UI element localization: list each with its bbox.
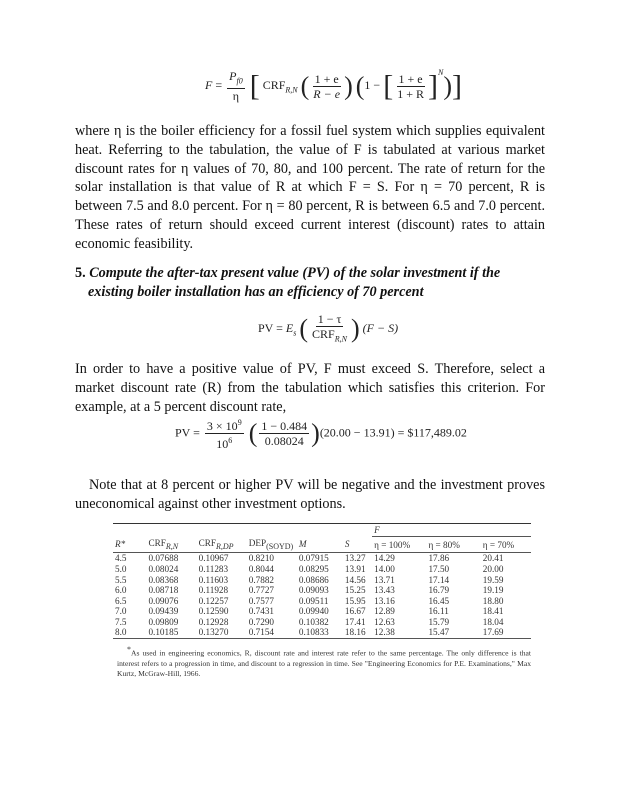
section-heading-5	[75, 264, 555, 302]
eq1-close-paren-2: )	[443, 71, 452, 101]
eq1-p: P	[229, 69, 237, 84]
eq1-close-bracket-2: ]	[427, 69, 438, 103]
table-group-header-f: F	[372, 524, 531, 537]
col-header-eta-100: η = 100%	[372, 537, 426, 553]
table-row: 6.0 0.08718 0.11928 0.7727 0.09093 15.25 13.43 16.79 19.19	[115, 585, 504, 596]
eq1-frac-r-num: 1 + e	[398, 71, 423, 86]
eq3-lhs: PV	[175, 425, 191, 440]
eq1-crf-sub: R,N	[285, 85, 298, 95]
eq1-frac-e	[311, 72, 342, 101]
eq1-open-bracket-2: [	[383, 69, 394, 103]
eq1-frac-r	[395, 72, 426, 101]
col-header-r: R*	[113, 537, 146, 553]
table-header-row	[113, 537, 531, 553]
eq3-open-paren: (	[248, 418, 258, 448]
eq3-frac-tax	[259, 419, 309, 448]
table-row: 5.0 0.08024 0.11283 0.8044 0.08295 13.91 14.00 17.50 20.00	[115, 563, 504, 574]
eq1-equals: =	[215, 78, 223, 92]
table-row: 8.0 0.10185 0.13270 0.7154 0.10833 18.16 12.38 15.47 17.69	[113, 627, 531, 638]
eq3-num-exp: 9	[237, 418, 242, 427]
eq2-frac-num: 1 − τ	[317, 312, 342, 326]
eq1-frac-e-num: 1 + e	[314, 71, 339, 86]
eq1-close-bracket: ]	[451, 69, 462, 103]
equation-pv	[258, 312, 398, 346]
eq2-close-paren: )	[350, 314, 360, 344]
eq3-num: 3 × 10	[206, 419, 238, 433]
eq1-open-bracket: [	[249, 69, 260, 103]
eq1-open-paren-2: (	[355, 71, 365, 101]
eq1-crf: CRF	[262, 78, 286, 92]
table-row: 5.5 0.08368 0.11603 0.7882 0.08686 14.56 13.71 17.14 19.59	[115, 574, 504, 585]
eq1-one-minus: 1 −	[364, 78, 381, 92]
table-row: 4.5 0.07688 0.10967 0.8210 0.07915 13.27 14.29 17.86 20.41	[115, 553, 504, 564]
col-header-dep: $DEP_{(SOYD)}$	[247, 537, 297, 553]
discount-rate-table	[113, 523, 531, 679]
heading-number: 5.	[75, 265, 86, 281]
eq2-lhs: PV	[258, 320, 274, 335]
eq1-p-sub: f0	[236, 76, 243, 86]
paragraph-positive-pv: In order to have a positive value of PV, F must exceed S. Therefore, select a market discount rate (R) from the tabulation which satisfies this criterion. For example, at a 5 percent discount rate,	[75, 361, 545, 415]
eq2-frac-den: CRF	[312, 327, 335, 341]
col-header-crf-rdp: $CRF_{R,DP}$	[197, 537, 247, 553]
heading-line-2: existing boiler installation has an efficiency of 70 percent	[88, 283, 424, 300]
eq3-rhs: (20.00 − 13.91) = $117,489.02	[319, 425, 467, 440]
equation-pv-example	[175, 416, 467, 451]
table-row: 6.5 0.09076 0.12257 0.7577 0.09511 15.95 13.16 16.45 18.80	[115, 595, 504, 606]
footnote-text: As used in engineering economics, R, discount rate and interest rate refer to the same percentage. The only difference is that interest refers to a progression in time, and discount to a regression in time. See "Engineering Economics for P.E. Examinations," Max Kurtz, McGraw-Hill, 1966.	[117, 648, 531, 678]
eq2-frac	[310, 312, 349, 346]
eq1-exp-n: N	[437, 68, 444, 77]
eq3-frac-scale	[205, 416, 244, 451]
heading-line-1: Compute the after-tax present value (PV) of the solar investment if the	[89, 265, 501, 281]
eq3-den-exp: 6	[228, 436, 233, 445]
footnote-mark: *	[127, 645, 131, 655]
table-footnote	[113, 645, 531, 679]
eq3-frac-num: 1 − 0.484	[261, 419, 308, 433]
eq1-close-paren: )	[344, 71, 353, 101]
table-row: 7.0 0.09439 0.12590 0.7431 0.09940 16.67 12.89 16.11 18.41	[115, 606, 504, 617]
eq3-frac-den: 0.08024	[264, 434, 304, 448]
equation-f	[205, 68, 462, 103]
eq1-frac-e-den: R − e	[313, 86, 341, 101]
eq1-lhs: F	[205, 78, 213, 92]
paragraph-conclusion: Note that at 8 percent or higher PV will be negative and the investment proves uneconomical against other investment options.	[75, 477, 545, 512]
eq1-frac-r-den: 1 + R	[397, 86, 424, 101]
eq1-eta: η	[232, 89, 240, 104]
col-header-eta-80: η = 80%	[426, 537, 480, 553]
eq3-equals: =	[193, 425, 200, 440]
eq1-open-paren: (	[300, 71, 310, 101]
eq2-open-paren: (	[299, 314, 309, 344]
col-header-crf-rn: $CRF_{R,N}$	[146, 537, 196, 553]
table-group-header-row	[113, 524, 531, 537]
eq3-den: 10	[216, 437, 229, 451]
eq3-close-paren: )	[311, 418, 320, 448]
eq2-equals: =	[276, 320, 283, 335]
eq2-e: E	[285, 320, 294, 335]
eq2-rhs: (F − S)	[362, 320, 399, 335]
col-header-eta-70: η = 70%	[481, 537, 531, 553]
eq2-frac-den-sub: R,N	[334, 334, 347, 344]
table-row: 7.5 0.09809 0.12928 0.7290 0.10382 17.41 12.63 15.79 18.04	[115, 616, 504, 627]
table-grid	[113, 524, 531, 639]
eq1-p-over-eta	[227, 69, 245, 103]
eq2-e-sub: s	[293, 328, 297, 338]
col-header-m: M	[297, 537, 343, 553]
paragraph-boiler-efficiency: where η is the boiler efficiency for a fossil fuel system which supplies equivalent heat. Referring to the tabulation, the value of F is tabulated at various market discount rates for η values of 70, 80, and 100 percent. The rate of return for the solar installation is that value of R at which F = S. For η = 70 percent, R is between 7.5 and 8.0 percent. For η = 80 percent, R is between 6.5 and 7.0 percent. These rates of return should exceed current interest (discount) rates to attain economic feasibility.	[75, 123, 545, 252]
col-header-s: S	[343, 537, 372, 553]
